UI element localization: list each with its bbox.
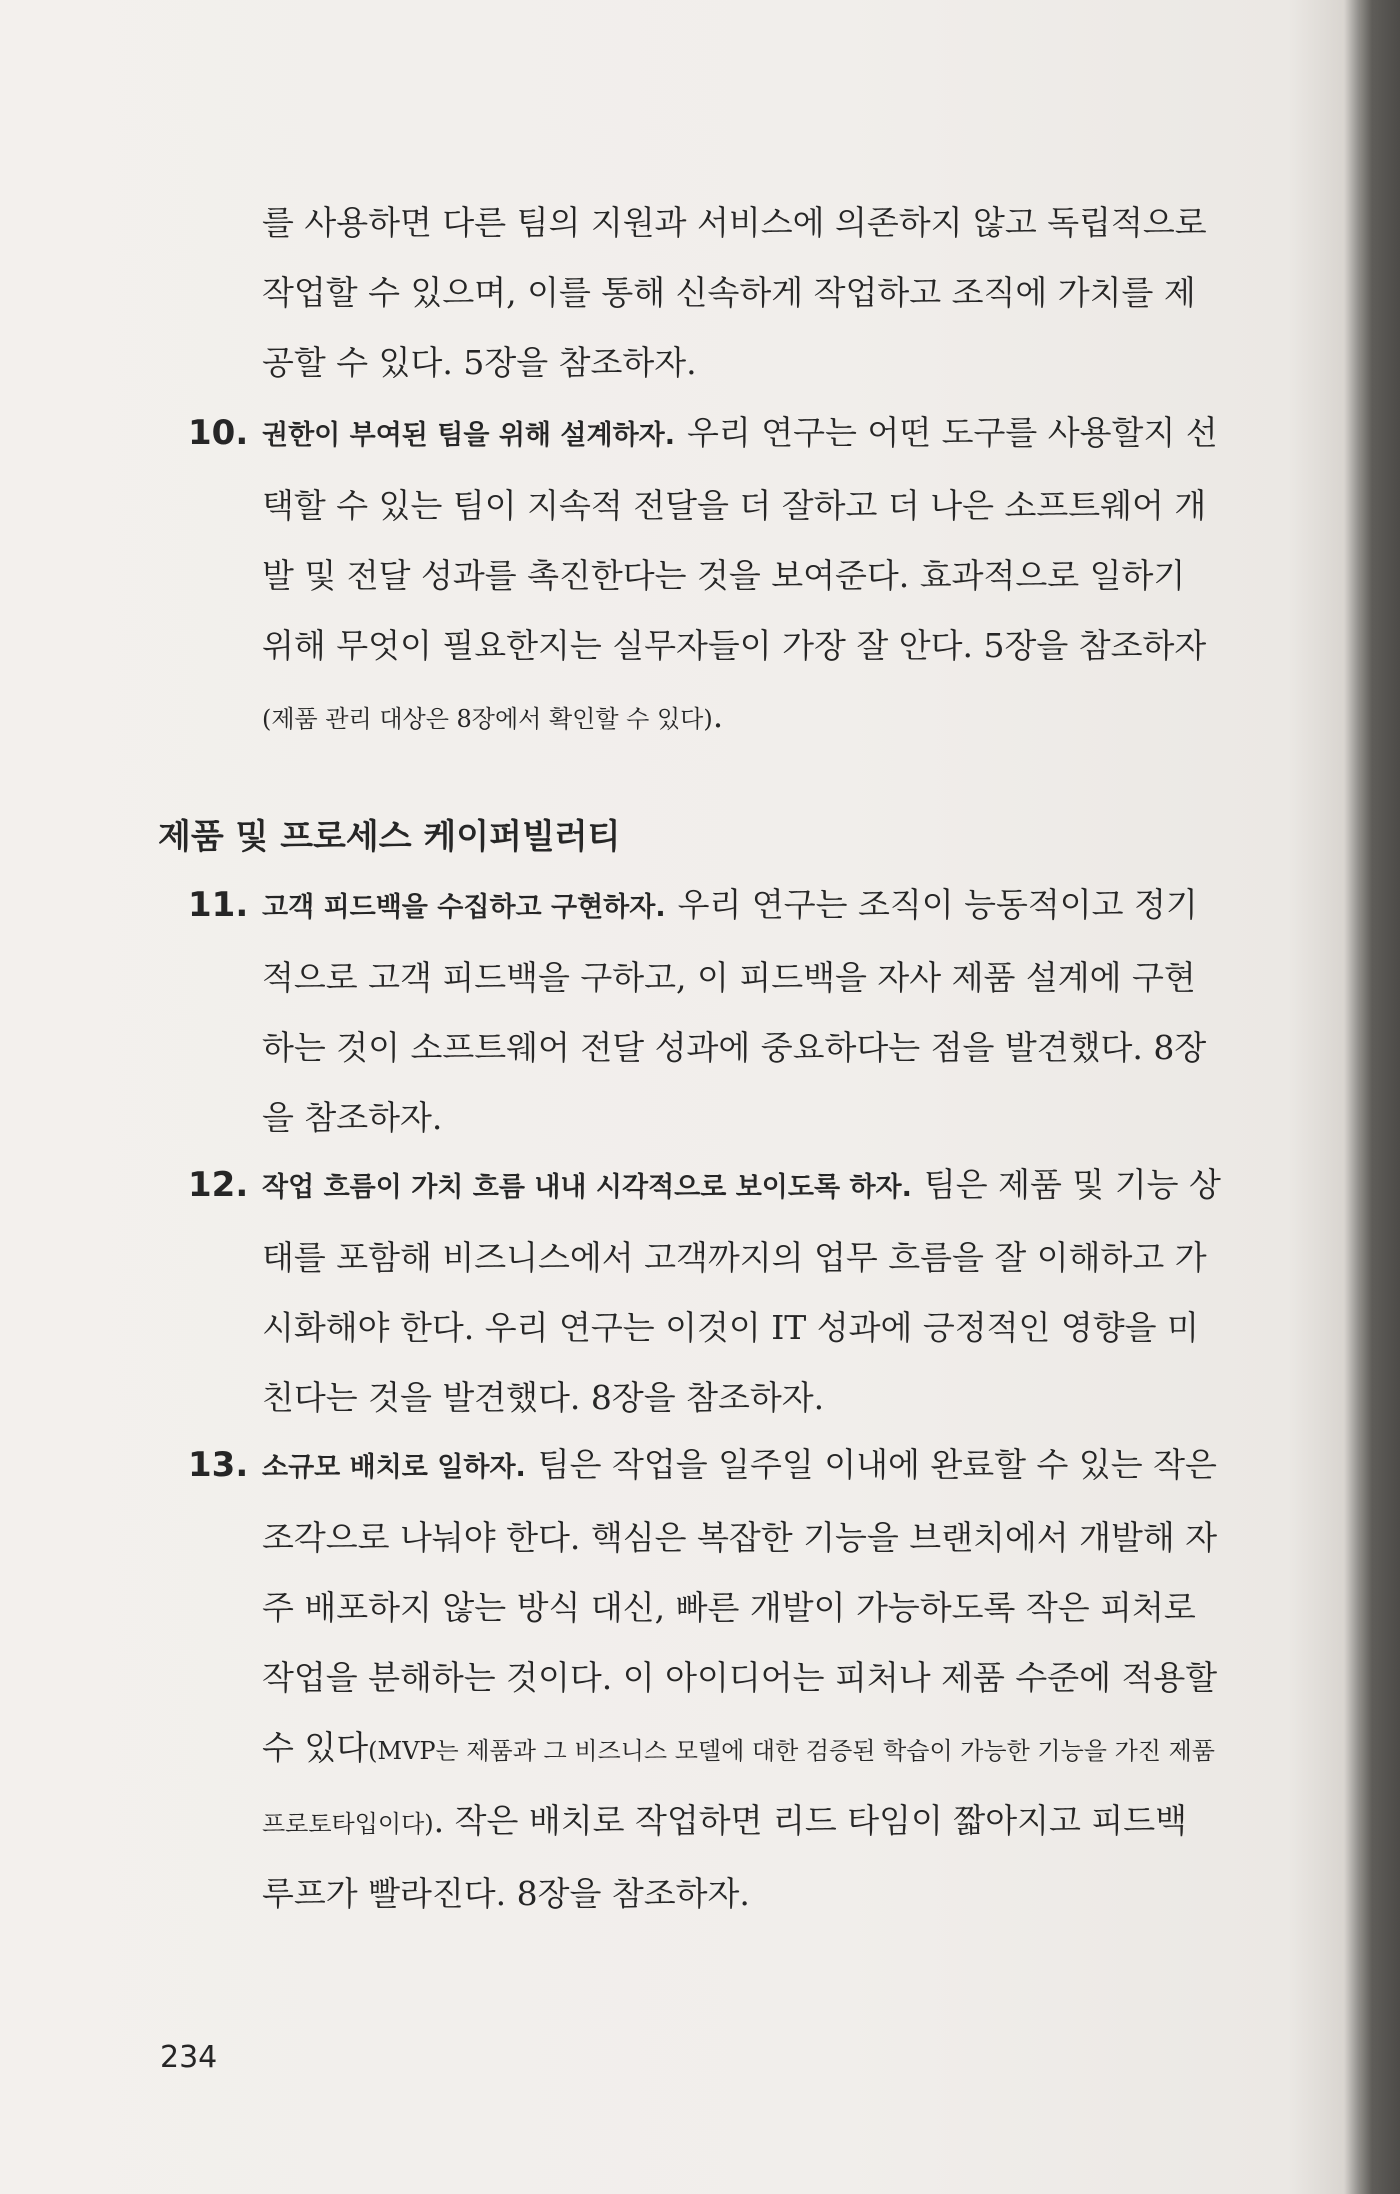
- list-item-10: [188, 398, 1222, 754]
- list-item-12: [188, 1150, 1222, 1433]
- item-body: [262, 398, 1222, 754]
- item-note: (제품 관리 대상은 8장에서 확인할 수 있다): [262, 705, 713, 733]
- item-lead: 소규모 배치로 일하자.: [262, 1452, 526, 1483]
- page-number: 234: [160, 2040, 218, 2075]
- item-text: 우리 연구는 어떤 도구를 사용할지 선택할 수 있는 팀이 지속적 전달을 더 잘하고 더 나은 소프트웨어 개발 및 전달 성과를 촉진한다는 것을 보여준다. 효과적으로 일하기 위해 무엇이 필요한지는 실무자들이 가장 잘 안다. 5장을 참조하자: [262, 413, 1218, 665]
- item-text: 우리 연구는 조직이 능동적이고 정기적으로 고객 피드백을 구하고, 이 피드백을 자사 제품 설계에 구현하는 것이 소프트웨어 전달 성과에 중요하다는 점을 발견했다. 8장을 참조하자.: [262, 885, 1207, 1137]
- item-note: (MVP는 제품과 그 비즈니스 모델에 대한 검증된 학습이 가능한 기능을 가진 제품 프로토타입이다): [262, 1737, 1215, 1838]
- page-edge-shadow: [1360, 0, 1400, 2194]
- list-item-13: [188, 1430, 1222, 1929]
- item-lead: 고객 피드백을 수집하고 구현하자.: [262, 892, 666, 923]
- continued-paragraph: 를 사용하면 다른 팀의 지원과 서비스에 의존하지 않고 독립적으로 작업할 수 있으며, 이를 통해 신속하게 작업하고 조직에 가치를 제공할 수 있다. 5장을 참조하자.: [262, 203, 1207, 382]
- section-title: 제품 및 프로세스 케이퍼빌러티: [158, 817, 621, 857]
- item-body: [262, 1150, 1222, 1433]
- item-number: 13.: [188, 1445, 249, 1485]
- item-text: 팀은 작업을 일주일 이내에 완료할 수 있는 작은 조각으로 나눠야 한다. 핵심은 복잡한 기능을 브랜치에서 개발해 자주 배포하지 않는 방식 대신, 빠른 개발이 가능하도록 작은 피처로 작업을 분해하는 것이다. 이 아이디어는 피처나 제품 수준에 적용할 수 있다: [262, 1445, 1218, 1767]
- item-body: [262, 1430, 1222, 1929]
- item-text: 팀은 제품 및 기능 상태를 포함해 비즈니스에서 고객까지의 업무 흐름을 잘 이해하고 가시화해야 한다. 우리 연구는 이것이 IT 성과에 긍정적인 영향을 미친다는 것을 발견했다. 8장을 참조하자.: [262, 1165, 1221, 1417]
- item-tail: . 작은 배치로 작업하면 리드 타임이 짧아지고 피드백 루프가 빨라진다. 8장을 참조하자.: [262, 1801, 1188, 1913]
- item-lead: 작업 흐름이 가치 흐름 내내 시각적으로 보이도록 하자.: [262, 1172, 912, 1203]
- item-number: 10.: [188, 413, 249, 453]
- item-number: 12.: [188, 1165, 249, 1205]
- item-body: [262, 870, 1222, 1153]
- list-item-11: [188, 870, 1222, 1153]
- item-number: 11.: [188, 885, 249, 925]
- item-lead: 권한이 부여된 팀을 위해 설계하자.: [262, 420, 676, 451]
- item-tail: .: [712, 696, 724, 735]
